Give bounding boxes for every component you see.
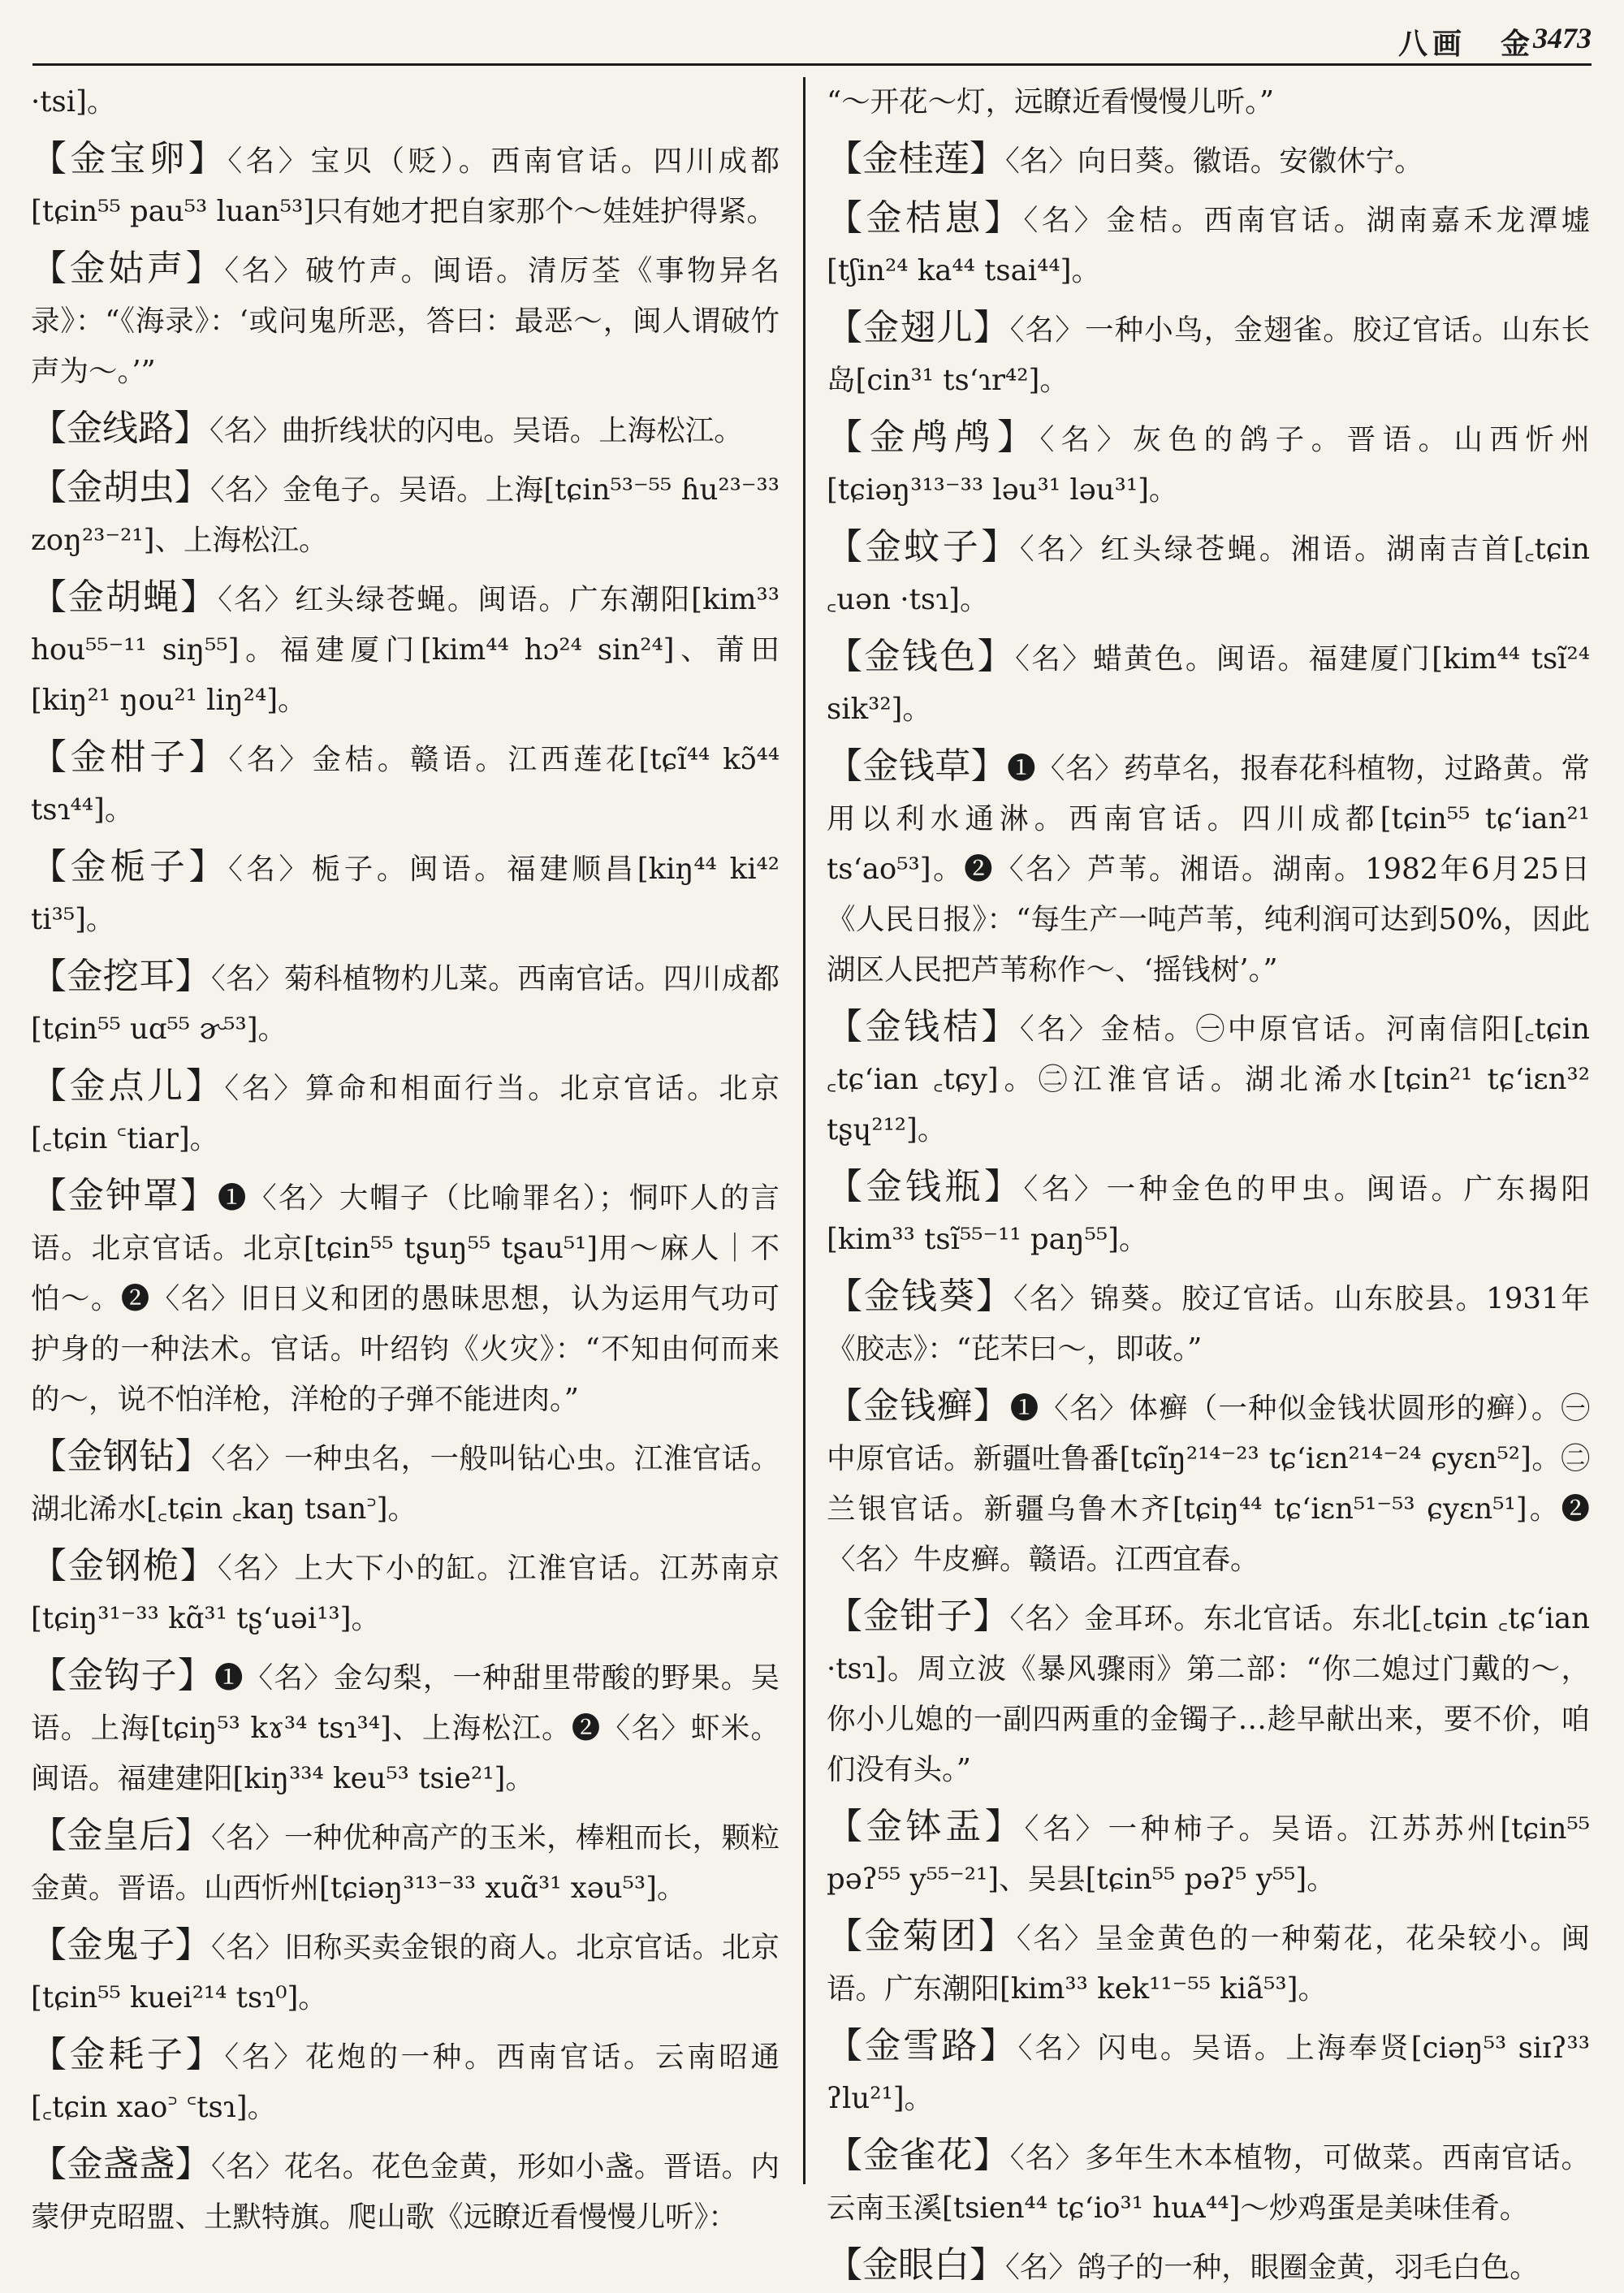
left-column	[31, 77, 780, 2234]
entry-definition: 〈名〉蜡黄色。闽语。福建厦门[kim⁴⁴ tsĩ²⁴ sik³²]。	[827, 642, 1590, 726]
dictionary-entry	[827, 1381, 1590, 1585]
entry-definition: 〈名〉红头绿苍蝇。闽语。广东潮阳[kim³³ hou⁵⁵⁻¹¹ siŋ⁵⁵]。福建厦门[kim⁴⁴ hɔ²⁴ sin²⁴]、莆田[kiŋ²¹ ŋou²¹ liŋ²⁴]。	[31, 583, 780, 717]
page-header	[32, 16, 1592, 66]
dictionary-entry	[31, 842, 780, 945]
headword: 【金桂莲】	[827, 138, 1005, 179]
continuation-text	[31, 77, 780, 127]
dictionary-entry	[31, 1171, 780, 1425]
entry-definition: 〈名〉一种柿子。吴语。江苏苏州[tɕin⁵⁵ pəʔ⁵⁵ y⁵⁵⁻²¹]、吴县[tɕin⁵⁵ pəʔ⁵ y⁵⁵]。	[827, 1812, 1590, 1896]
dictionary-entry	[827, 134, 1590, 187]
dictionary-entry	[827, 2240, 1590, 2293]
headword: 【金钳子】	[827, 1596, 1010, 1637]
continuation-text	[827, 77, 1590, 127]
entry-definition: 〈名〉旧称买卖金银的商人。北京官话。北京[tɕin⁵⁵ kuei²¹⁴ tsɿ⁰]。	[31, 1931, 780, 2014]
dictionary-entry	[31, 2030, 780, 2133]
section-title: 八画 金	[1397, 28, 1535, 61]
dictionary-entry	[827, 632, 1590, 735]
entry-definition: 〈名〉曲折线状的闪电。吴语。上海松江。	[209, 414, 743, 447]
entry-definition: 〈名〉金桔。西南官话。湖南嘉禾龙潭墟[tʃin²⁴ ka⁴⁴ tsai⁴⁴]。	[827, 204, 1590, 287]
entry-definition: ❶〈名〉药草名，报春花科植物，过路黄。常用以利水通淋。西南官话。四川成都[tɕin⁵⁵ tɕʻian²¹ tsʻao⁵³]。❷〈名〉芦苇。湘语。湖南。1982年6月25日《人民日报》：“每生产一吨芦苇，纯利润可达到50%，因此湖区人民把芦苇称作～、‘摇钱树’。”	[827, 752, 1590, 987]
dictionary-entry	[31, 244, 780, 397]
entry-definition: 〈名〉一种金色的甲虫。闽语。广东揭阳[kim³³ tsĩ⁵⁵⁻¹¹ paŋ⁵⁵]。	[827, 1172, 1590, 1256]
headword: 【金钢桅】	[31, 1545, 218, 1587]
dictionary-entry	[31, 572, 780, 726]
headword: 【金翅儿】	[827, 307, 1010, 348]
headword: 【金钱桔】	[827, 1006, 1020, 1047]
dictionary-entry	[31, 1811, 780, 1914]
headword: 【金点儿】	[31, 1065, 225, 1107]
headword: 【金栀子】	[31, 846, 229, 887]
dictionary-entry	[827, 1911, 1590, 2014]
dictionary-entry	[31, 1432, 780, 1535]
headword: 【金钩子】	[31, 1655, 214, 1696]
dictionary-entry	[31, 952, 780, 1055]
dictionary-entry	[827, 1162, 1590, 1265]
headword: 【金眼白】	[827, 2244, 1005, 2286]
headword: 【金钱草】	[827, 745, 1008, 787]
dictionary-entry	[31, 1061, 780, 1164]
entry-definition: 〈名〉闪电。吴语。上海奉贤[ciəŋ⁵³ siɪʔ³³ ʔlu²¹]。	[827, 2032, 1590, 2115]
headword: 【金线路】	[31, 408, 209, 449]
headword: 【金钱癣】	[827, 1385, 1010, 1427]
dictionary-entry	[31, 1541, 780, 1644]
dictionary-entry	[827, 193, 1590, 296]
headword: 【金钱葵】	[827, 1276, 1013, 1317]
entry-definition: 〈名〉一种优种高产的玉米，棒粗而长，颗粒金黄。晋语。山西忻州[tɕiəŋ³¹³⁻³³ xuɑ̃³¹ xəu⁵³]。	[31, 1821, 780, 1905]
headword: 【金菊团】	[827, 1915, 1017, 1957]
headword: 【金宝卵】	[31, 138, 228, 179]
dictionary-entry	[827, 522, 1590, 625]
dictionary-entry	[31, 732, 780, 836]
entry-definition: ❶〈名〉大帽子（比喻罪名）；恫吓人的言语。北京官话。北京[tɕin⁵⁵ tʂuŋ⁵⁵ tʂau⁵¹]用～麻人｜不怕～。❷〈名〉旧日义和团的愚昧思想，认为运用气功可护身的一种法术。官话。叶绍钧《火灾》：“不知由何而来的～，说不怕洋枪，洋枪的子弹不能进肉。”	[31, 1181, 780, 1416]
dictionary-entry	[31, 404, 780, 456]
headword: 【金挖耳】	[31, 956, 212, 997]
dictionary-entry	[31, 1920, 780, 2023]
entry-definition: 〈名〉算命和相面行当。北京官话。北京[꜀tɕin ꜂tiar]。	[31, 1072, 780, 1155]
headword: 【金鬼子】	[31, 1924, 212, 1966]
entry-definition: 〈名〉上大下小的缸。江淮官话。江苏南京[tɕiŋ³¹⁻³³ kɑ̃³¹ tʂʻuəi¹³]。	[31, 1552, 780, 1635]
headword: 【金雀花】	[827, 2135, 1010, 2176]
entry-definition: ❶〈名〉体癣（一种似金钱状圆形的癣）。㊀中原官话。新疆吐鲁番[tɕĩŋ²¹⁴⁻²³ tɕʻiɛn²¹⁴⁻²⁴ ɕyɛn⁵²]。㊁兰银官话。新疆乌鲁木齐[tɕiŋ⁴⁴ tɕʻiɛn⁵¹⁻⁵³ ɕyɛn⁵¹]。❷〈名〉牛皮癣。赣语。江西宜春。	[827, 1392, 1590, 1576]
dictionary-entry	[827, 2131, 1590, 2234]
entry-definition: “～开花～灯，远瞭近看慢慢儿听。”	[827, 85, 1275, 119]
entry-definition: 〈名〉向日葵。徽语。安徽休宁。	[1005, 145, 1423, 178]
entry-definition: 〈名〉破竹声。闽语。清厉荃《事物异名录》：“《海录》：‘或问鬼所恶，答曰：最恶～，闽人谓破竹声为～。’”	[31, 254, 780, 388]
headword: 【金胡虫】	[31, 467, 210, 508]
dictionary-entry	[827, 1002, 1590, 1155]
headword: 【金桔崽】	[827, 197, 1024, 239]
dictionary-entry	[827, 1272, 1590, 1375]
entry-definition: 〈名〉金桔。㊀中原官话。河南信阳[꜀tɕin ꜀tɕʻian ꜀tɕy]。㊁江淮官话。湖北浠水[tɕin²¹ tɕʻiɛn³² tʂɥ²¹²]。	[827, 1013, 1591, 1146]
headword: 【金姑声】	[31, 248, 225, 289]
dictionary-entry	[31, 2140, 780, 2243]
entry-definition: 〈名〉一种虫名，一般叫钻心虫。江淮官话。湖北浠水[꜀tɕin ꜀kaŋ tsan꜄]。	[31, 1442, 780, 1526]
entry-definition: 〈名〉菊科植物杓儿菜。西南官话。四川成都[tɕin⁵⁵ uɑ⁵⁵ ɚ⁵³]。	[31, 962, 780, 1046]
headword: 【金耗子】	[31, 2034, 225, 2075]
dictionary-entry	[827, 1591, 1590, 1795]
dictionary-entry	[827, 303, 1590, 406]
headword: 【金皇后】	[31, 1815, 212, 1856]
headword: 【金钱色】	[827, 636, 1016, 677]
entry-definition: ❶〈名〉金勾梨，一种甜里带酸的野果。吴语。上海[tɕiŋ⁵³ kɤ³⁴ tsɿ³⁴]、上海松江。❷〈名〉虾米。闽语。福建建阳[kiŋ³³⁴ keu⁵³ tsie²¹]。	[31, 1661, 780, 1795]
headword: 【金钢钻】	[31, 1436, 212, 1477]
entry-definition: 〈名〉金龟子。吴语。上海[tɕin⁵³⁻⁵⁵ ɦu²³⁻³³ zoŋ²³⁻²¹]、上海松江。	[31, 473, 780, 557]
dictionary-entry	[827, 1802, 1590, 1905]
headword: 【金钱瓶】	[827, 1166, 1024, 1207]
entry-definition: 〈名〉呈金黄色的一种菊花，花朵较小。闽语。广东潮阳[kim³³ kek¹¹⁻⁵⁵ kiã⁵³]。	[827, 1922, 1590, 2006]
entry-definition: 〈名〉灰色的鸽子。晋语。山西忻州[tɕiəŋ³¹³⁻³³ ləu³¹ ləu³¹]。	[827, 423, 1590, 507]
entry-definition: 〈名〉花名。花色金黄，形如小盏。晋语。内蒙伊克昭盟、土默特旗。爬山歌《远瞭近看慢慢儿听》：	[31, 2150, 780, 2234]
entry-definition: 〈名〉金耳环。东北官话。东北[꜀tɕin ꜀tɕʻian ·tsɿ]。周立波《暴风骤雨》第二部：“你二媳过门戴的～，你小儿媳的一副四两重的金镯子…趁早献出来，要不价，咱们没有头。”	[827, 1602, 1590, 1786]
headword: 【金胡蝇】	[31, 576, 218, 618]
entry-definition: 〈名〉栀子。闽语。福建顺昌[kiŋ⁴⁴ ki⁴² ti³⁵]。	[31, 853, 780, 936]
headword: 【金钟罩】	[31, 1175, 218, 1216]
dictionary-entry	[31, 1651, 780, 1804]
entry-definition: 〈名〉金桔。赣语。江西莲花[tɕĩ⁴⁴ kɔ̃⁴⁴ tsɿ⁴⁴]。	[31, 743, 780, 827]
entry-definition: 〈名〉多年生木本植物，可做菜。西南官话。云南玉溪[tsien⁴⁴ tɕʻio³¹ huᴀ⁴⁴]～炒鸡蛋是美味佳肴。	[827, 2141, 1590, 2225]
headword: 【金盏盏】	[31, 2144, 212, 2185]
headword: 【金柑子】	[31, 736, 229, 778]
right-column	[827, 77, 1591, 2286]
page-number: 3473	[1533, 22, 1592, 54]
entry-definition: ·tsi]。	[31, 85, 116, 119]
dictionary-entry	[827, 2021, 1590, 2124]
entry-definition: 〈名〉红头绿苍蝇。湘语。湖南吉首[꜀tɕin ꜀uən ·tsɿ]。	[827, 533, 1591, 616]
column-divider	[803, 77, 806, 2184]
dictionary-entry	[31, 463, 780, 566]
headword: 【金蚊子】	[827, 526, 1020, 568]
headword: 【金鸬鸬】	[827, 417, 1040, 458]
entry-definition: 〈名〉锦葵。胶辽官话。山东胶县。1931年《胶志》：“芘芣曰～，即荍。”	[827, 1282, 1590, 1366]
entry-definition: 〈名〉宝贝（贬）。西南官话。四川成都[tɕin⁵⁵ pau⁵³ luan⁵³]只有她才把自家那个～娃娃护得紧。	[31, 145, 780, 228]
dictionary-entry	[827, 741, 1590, 995]
headword: 【金钵盂】	[827, 1806, 1025, 1847]
entry-definition: 〈名〉鸽子的一种，眼圈金黄，羽毛白色。	[1005, 2251, 1539, 2284]
dictionary-entry	[31, 134, 780, 237]
entry-definition: 〈名〉一种小鸟，金翅雀。胶辽官话。山东长岛[cin³¹ tsʻɿr⁴²]。	[827, 313, 1590, 397]
headword: 【金雪路】	[827, 2025, 1018, 2066]
entry-definition: 〈名〉花炮的一种。西南官话。云南昭通[꜀tɕin xao꜄ ꜂tsɿ]。	[31, 2040, 780, 2124]
dictionary-entry	[827, 412, 1590, 516]
